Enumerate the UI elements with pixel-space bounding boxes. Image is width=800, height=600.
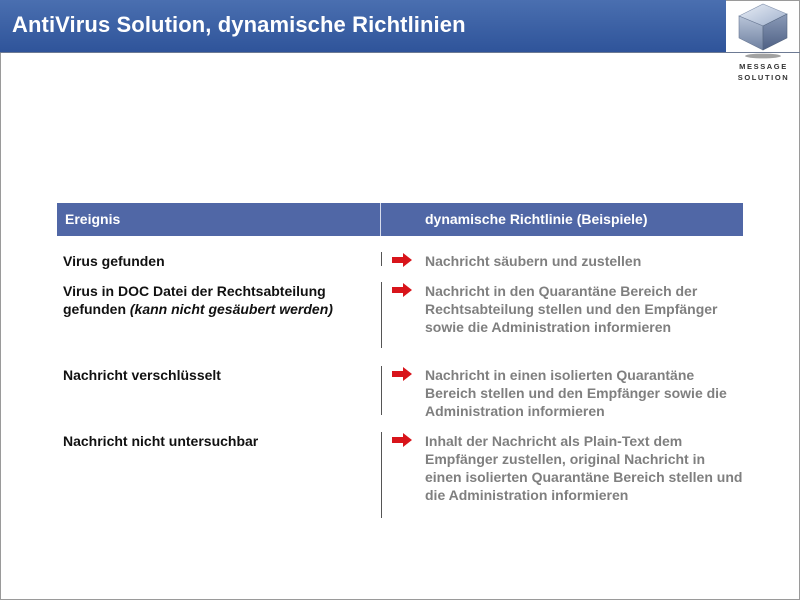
title-divider [0, 52, 800, 53]
cube-logo-icon [727, 0, 800, 62]
row-event-3 [63, 366, 381, 384]
brand-logo [727, 0, 800, 85]
header-event: Ereignis [65, 211, 121, 227]
row-event-text: Virus gefunden [63, 253, 165, 269]
row-event-note: (kann nicht gesäubert werden) [129, 301, 333, 317]
row-action-3: Nachricht in einen isolierten Quarantäne Bereich stellen und den Empfänger sowie die Administration informieren [425, 367, 727, 419]
logo-text-line1: MESSAGE [739, 62, 788, 71]
row-separator [381, 252, 382, 266]
row-event-text: Nachricht nicht untersuchbar [63, 433, 259, 449]
row-event-4 [63, 432, 381, 450]
table-header [57, 203, 743, 236]
right-arrow-icon [392, 253, 412, 267]
row-event-text: Nachricht verschlüsselt [63, 367, 221, 383]
row-separator [381, 282, 382, 348]
row-event-1 [63, 252, 381, 270]
right-arrow-icon [392, 367, 412, 381]
row-event-2 [63, 282, 381, 318]
logo-text-line2: SOLUTION [737, 73, 790, 82]
right-arrow-icon [392, 283, 412, 297]
row-separator [381, 432, 382, 518]
slide-title: AntiVirus Solution, dynamische Richtlinien [12, 12, 466, 37]
right-arrow-icon [392, 433, 412, 447]
row-separator [381, 366, 382, 415]
title-bar [0, 0, 726, 53]
header-policy: dynamische Richtlinie (Beispiele) [425, 211, 648, 227]
row-action-1: Nachricht säubern und zustellen [425, 253, 642, 269]
row-event-text: Virus in DOC Datei der Rechtsabteilung gefunden [63, 283, 326, 317]
header-separator [380, 203, 381, 236]
row-action-2: Nachricht in den Quarantäne Bereich der Rechtsabteilung stellen und den Empfänger sowie die Administration informieren [425, 283, 718, 335]
row-action-4: Inhalt der Nachricht als Plain-Text dem Empfänger zustellen, original Nachricht in einen isolierten Quarantäne Bereich stellen und die Administration informieren [425, 433, 743, 503]
